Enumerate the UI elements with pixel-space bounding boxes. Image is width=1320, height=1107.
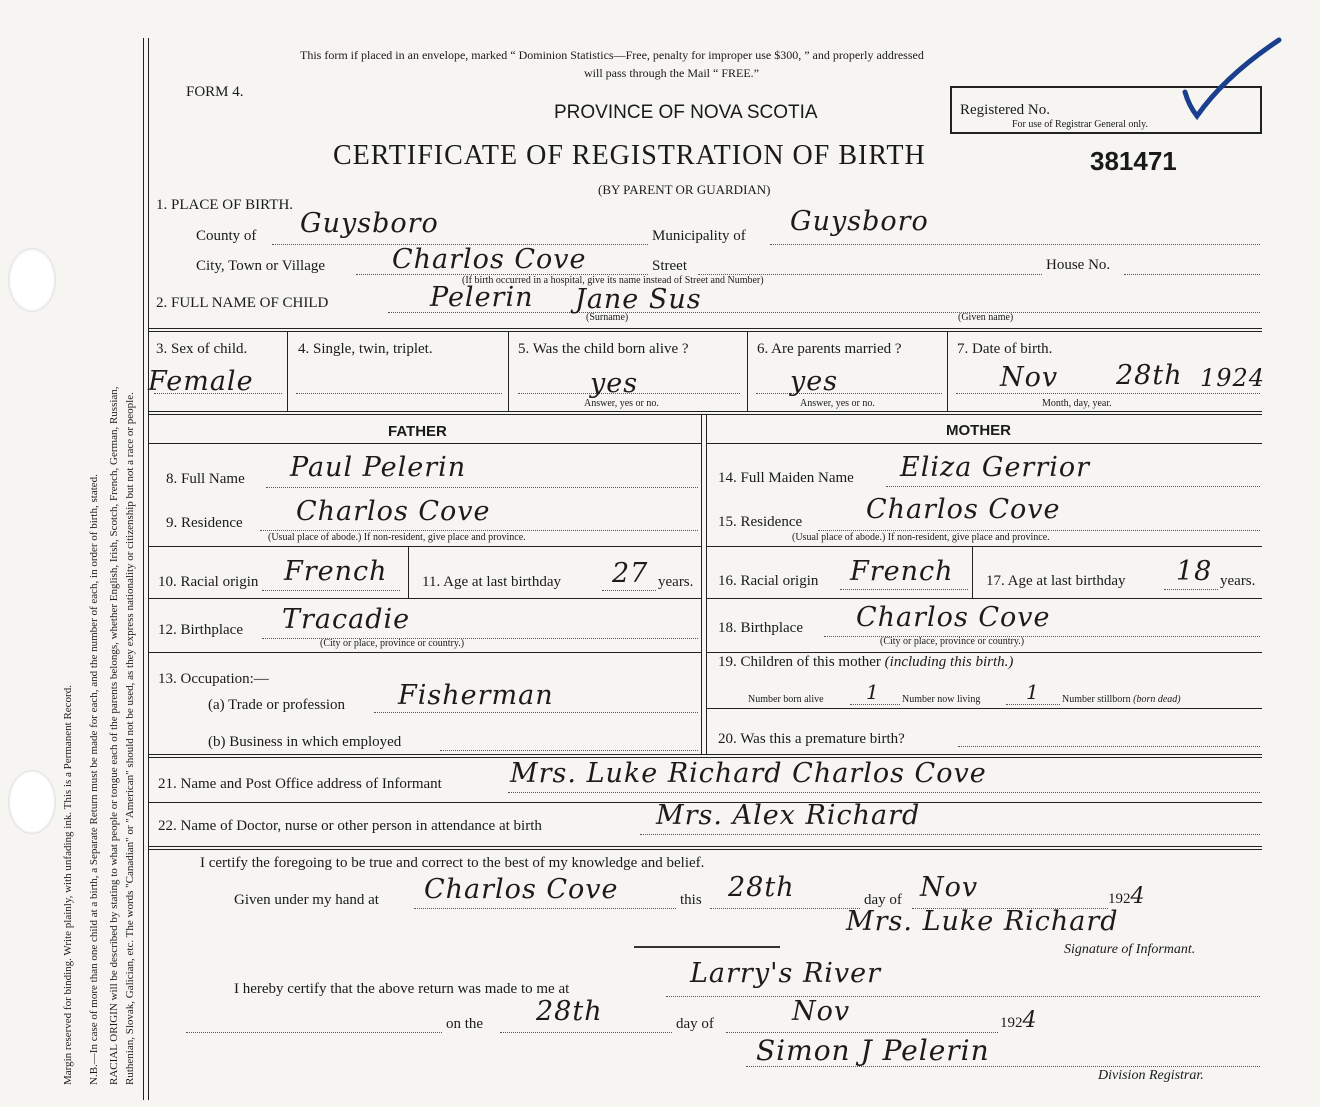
stillborn-label-note: (born dead): [1133, 694, 1181, 705]
margin-note-racial-origin-cont: Ruthenian, Slovak, Galician, etc. The words "Canadian" or "American" should not be used, as they express nationality or citizenship but not a race or people.: [124, 392, 136, 1085]
mother-name-line: [886, 486, 1260, 487]
child-name-label: 2. FULL NAME OF CHILD: [156, 295, 329, 311]
hospital-note: (If birth occurred in a hospital, give its name instead of Street and Number): [462, 275, 764, 286]
place-of-birth-label: 1. PLACE OF BIRTH.: [156, 197, 294, 213]
father-birthplace-caption: (City or place, province or country.): [320, 638, 465, 649]
surname-caption: (Surname): [586, 312, 629, 323]
given-place-value: Charlos Cove: [424, 874, 619, 905]
business-line: [440, 750, 698, 751]
dob-month-value: Nov: [1000, 362, 1059, 393]
mother-residence-label: 15. Residence: [718, 514, 803, 530]
informant-label: 21. Name and Post Office address of Informant: [158, 776, 442, 792]
mother-residence-caption: (Usual place of abode.) If non-resident, give place and province.: [792, 532, 1050, 543]
trade-value: Fisherman: [398, 680, 554, 711]
father-race-label: 10. Racial origin: [158, 574, 259, 590]
rule: [148, 328, 1262, 329]
mother-age-value: 18: [1176, 556, 1213, 587]
margin-note-binding: Margin reserved for binding. Write plainly, with unfading ink. This is a Permanent Record.: [62, 685, 74, 1085]
given-name-caption: (Given name): [958, 312, 1014, 323]
dob-day-value: 28th: [1116, 360, 1183, 391]
check-mark-icon: [1175, 36, 1287, 122]
given-year-prefix: 192: [1108, 891, 1131, 907]
registrar-year-prefix: 192: [1000, 1015, 1023, 1031]
registrar-day-line: [500, 1032, 672, 1033]
mother-years-label: years.: [1220, 573, 1256, 589]
mother-race-value: French: [850, 556, 954, 587]
father-residence-label: 9. Residence: [166, 515, 243, 531]
county-label: County of: [196, 228, 257, 244]
father-residence-caption: (Usual place of abode.) If non-resident, give place and province.: [268, 532, 526, 543]
informant-line: [508, 792, 1260, 793]
date-of-birth-line: [956, 393, 1260, 394]
binding-rule: [143, 38, 144, 1100]
date-of-birth-caption: Month, day, year.: [1042, 398, 1112, 409]
rule: [408, 546, 409, 598]
sex-value: Female: [148, 366, 254, 397]
premature-label: 20. Was this a premature birth?: [718, 731, 905, 747]
registered-label: Registered No.: [960, 102, 1050, 118]
registrar-place-line: [666, 996, 1260, 997]
rule: [706, 598, 1262, 599]
registrar-day-of-label: day of: [676, 1016, 714, 1032]
children-label-text: 19. Children of this mother: [718, 654, 881, 670]
born-alive-value: yes: [590, 368, 639, 399]
mother-birthplace-caption: (City or place, province or country.): [880, 636, 1025, 647]
father-birthplace-label: 12. Birthplace: [158, 622, 243, 638]
given-under-label: Given under my hand at: [234, 892, 379, 908]
this-label: this: [680, 892, 702, 908]
on-the-label: on the: [446, 1016, 484, 1032]
plurality-label: 4. Single, twin, triplet.: [298, 341, 433, 357]
mother-residence-value: Charlos Cove: [866, 494, 1061, 525]
column-divider: [706, 414, 707, 754]
house-number-line: [1124, 274, 1260, 275]
column-divider: [701, 414, 702, 754]
date-of-birth-label: 7. Date of birth.: [957, 341, 1053, 357]
parents-married-label: 6. Are parents married ?: [757, 341, 902, 357]
municipality-value: Guysboro: [790, 206, 929, 237]
rule: [148, 849, 1262, 850]
stillborn-label-text: Number stillborn: [1062, 694, 1131, 705]
municipality-line: [770, 244, 1260, 245]
born-alive-label: 5. Was the child born alive ?: [518, 341, 689, 357]
registrar-signature-line: [746, 1066, 1260, 1067]
mother-race-label: 16. Racial origin: [718, 573, 819, 589]
registrar-leader-line: [186, 1032, 442, 1033]
punch-hole: [8, 770, 56, 834]
margin-note-racial-origin: RACIAL ORIGIN will be described by stating to what people or tongue each of the parents belongs, whether English, Irish, Scotch, French, German, Russian,: [108, 386, 120, 1085]
registrar-day-value: 28th: [536, 996, 603, 1027]
city-value: Charlos Cove: [392, 244, 587, 275]
rule: [148, 546, 701, 547]
mother-name-value: Eliza Gerrior: [900, 452, 1091, 483]
rule: [706, 443, 1262, 444]
business-label: (b) Business in which employed: [208, 734, 402, 750]
stillborn-count-label: [1062, 694, 1181, 705]
mother-heading: MOTHER: [946, 422, 1011, 439]
given-day-value: 28th: [728, 872, 795, 903]
rule: [972, 546, 973, 598]
given-day-line: [710, 908, 860, 909]
parents-married-caption: Answer, yes or no.: [800, 398, 875, 409]
rule: [148, 652, 701, 653]
mother-age-line: [1164, 589, 1218, 590]
form-number: FORM 4.: [186, 84, 244, 100]
registrar-year-digit: 4: [1022, 1008, 1038, 1033]
registrar-signature-caption: Division Registrar.: [1098, 1068, 1204, 1083]
mother-age-label: 17. Age at last birthday: [986, 573, 1126, 589]
father-race-value: French: [284, 556, 388, 587]
informant-value: Mrs. Luke Richard Charlos Cove: [510, 758, 987, 789]
father-name-label: 8. Full Name: [166, 471, 245, 487]
father-age-line: [602, 590, 656, 591]
given-place-line: [414, 908, 676, 909]
trade-label: (a) Trade or profession: [208, 697, 346, 713]
living-count-label: Number now living: [902, 694, 981, 705]
occupation-label: 13. Occupation:—: [158, 671, 269, 687]
certify-statement: I certify the foregoing to be true and correct to the best of my knowledge and belief.: [200, 855, 705, 871]
born-alive-count-line: [850, 704, 900, 705]
child-given-name-value: Jane Sus: [575, 284, 702, 315]
doctor-line: [640, 834, 1260, 835]
street-label: Street: [652, 258, 687, 274]
registrar-month-value: Nov: [792, 996, 851, 1027]
certificate-subtitle: (BY PARENT OR GUARDIAN): [598, 182, 771, 197]
rule: [148, 443, 701, 444]
sex-label: 3. Sex of child.: [156, 341, 248, 357]
punch-hole: [8, 248, 56, 312]
dob-year-value: 1924: [1200, 364, 1266, 392]
child-surname-value: Pelerin: [430, 282, 534, 313]
parents-married-line: [756, 393, 942, 394]
rule: [148, 414, 1262, 415]
parents-married-value: yes: [790, 366, 839, 397]
father-years-label: years.: [658, 574, 694, 590]
given-month-value: Nov: [920, 872, 979, 903]
father-residence-value: Charlos Cove: [296, 496, 491, 527]
rule: [148, 846, 1262, 847]
day-of-label: day of: [864, 892, 902, 908]
registrar-month-line: [726, 1032, 998, 1033]
rule: [706, 652, 1262, 653]
mail-notice-free: will pass through the Mail “ FREE.”: [584, 66, 759, 80]
rule: [148, 754, 1262, 755]
mail-notice: This form if placed in an envelope, marked “ Dominion Statistics—Free, penalty for improper use $300, ” and properly addressed: [300, 48, 924, 62]
living-count-line: [1006, 704, 1060, 705]
father-birthplace-value: Tracadie: [282, 604, 411, 635]
rule: [148, 331, 1262, 332]
given-year-digit: 4: [1130, 884, 1146, 909]
province-title: PROVINCE OF NOVA SCOTIA: [554, 102, 818, 123]
father-heading: FATHER: [388, 423, 447, 440]
city-label: City, Town or Village: [196, 258, 326, 274]
doctor-label: 22. Name of Doctor, nurse or other person in attendance at birth: [158, 818, 542, 834]
margin-note-multiple-births: N.B.—In case of more than one child at a birth, a Separate Return must be made for each, and the number of each, in order of birth, stated.: [88, 474, 100, 1085]
registrar-signature: Simon J Pelerin: [756, 1034, 990, 1067]
father-age-value: 27: [612, 558, 649, 589]
informant-signature-caption: Signature of Informant.: [1064, 942, 1196, 957]
plurality-line: [296, 393, 502, 394]
doctor-value: Mrs. Alex Richard: [656, 800, 921, 831]
house-number-label: House No.: [1046, 257, 1111, 273]
rule: [148, 598, 701, 599]
rule: [287, 331, 288, 411]
informant-signature: Mrs. Luke Richard: [846, 906, 1119, 937]
mother-name-label: 14. Full Maiden Name: [718, 470, 854, 486]
rule: [634, 946, 780, 948]
rule: [706, 546, 1262, 547]
father-race-line: [262, 590, 400, 591]
father-age-label: 11. Age at last birthday: [422, 574, 561, 590]
mother-residence-line: [818, 530, 1260, 531]
trade-line: [374, 712, 698, 713]
children-label-note: (including this birth.): [884, 654, 1014, 670]
born-alive-count-label: Number born alive: [748, 694, 824, 705]
certificate-title: CERTIFICATE OF REGISTRATION OF BIRTH: [333, 140, 926, 171]
born-alive-caption: Answer, yes or no.: [584, 398, 659, 409]
registrar-statement: I hereby certify that the above return was made to me at: [234, 981, 570, 997]
rule: [947, 331, 948, 411]
mother-race-line: [840, 589, 968, 590]
registrar-place-value: Larry's River: [690, 958, 882, 989]
rule: [706, 708, 1262, 709]
rule: [508, 331, 509, 411]
certificate-number: 381471: [1090, 146, 1177, 176]
born-alive-count-value: 1: [866, 680, 880, 704]
binding-rule: [148, 38, 149, 1100]
mother-birthplace-label: 18. Birthplace: [718, 620, 803, 636]
mother-birthplace-value: Charlos Cove: [856, 602, 1051, 633]
premature-line: [958, 746, 1260, 747]
father-name-line: [266, 487, 698, 488]
county-value: Guysboro: [300, 208, 439, 239]
registrar-year: [1000, 1008, 1038, 1033]
mother-children-label: [718, 654, 1013, 671]
municipality-label: Municipality of: [652, 228, 746, 244]
father-residence-line: [260, 530, 698, 531]
rule: [747, 331, 748, 411]
registrar-use-note: For use of Registrar General only.: [1012, 119, 1148, 130]
father-name-value: Paul Pelerin: [290, 452, 467, 483]
rule: [148, 411, 1262, 412]
living-count-value: 1: [1026, 680, 1040, 704]
